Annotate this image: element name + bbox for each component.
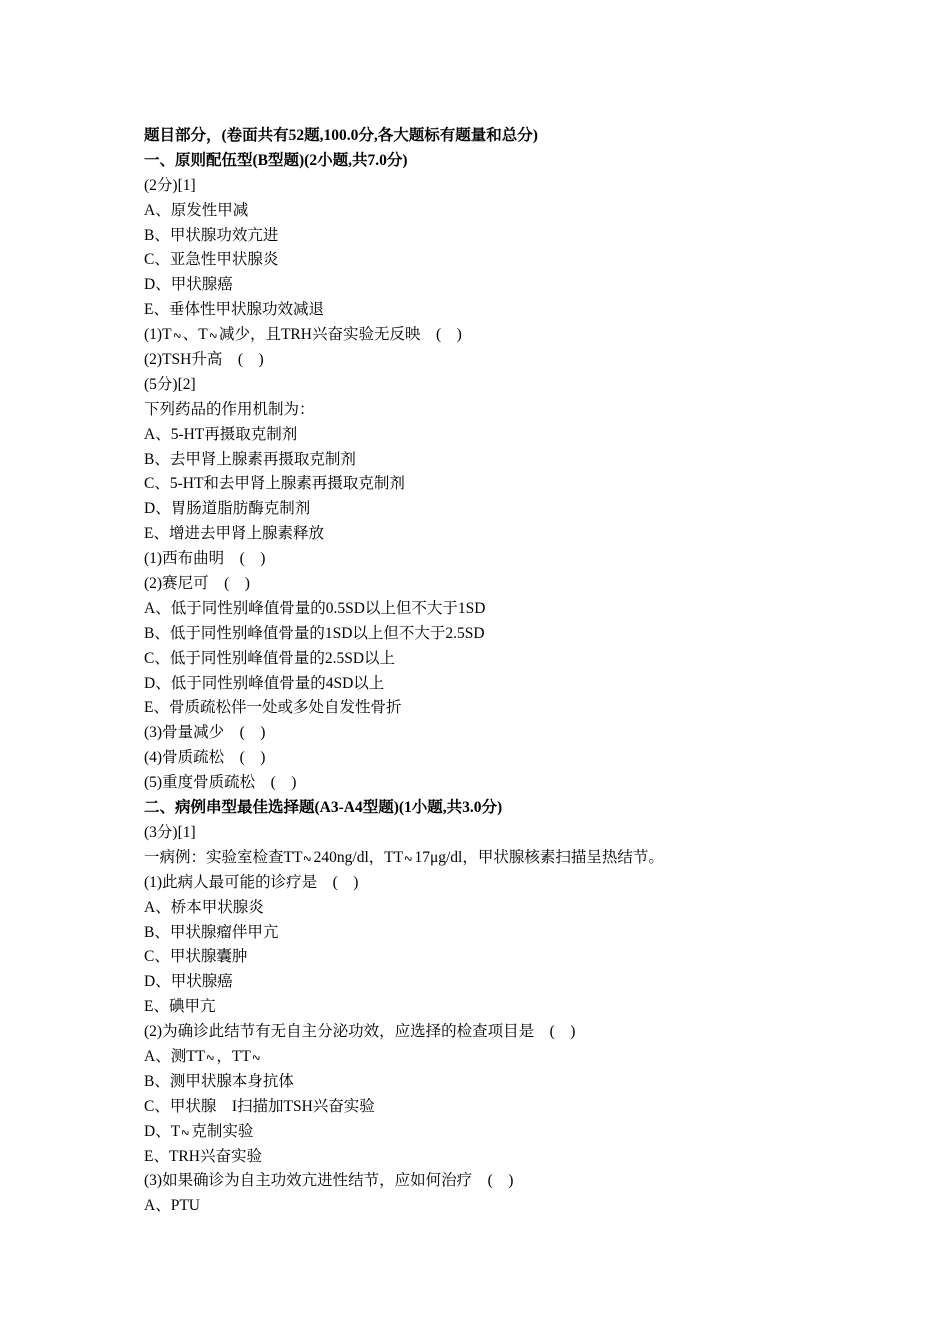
text-line: (3)如果确诊为自主功效亢进性结节，应如何治疗 ( ) [144, 1172, 514, 1190]
text-line: E、碘甲亢 [144, 998, 216, 1016]
text-line: A、低于同性别峰值骨量的0.5SD以上但不大于1SD [144, 599, 486, 617]
text-line: (1)此病人最可能的诊疗是 ( ) [144, 873, 359, 891]
text-line: (1)T∿、T∿减少，且TRH兴奋实验无反映 ( ) [144, 323, 844, 348]
text-line: (5分)[2] [144, 375, 196, 393]
garbled-subscript-glyph: ∿ [249, 1049, 263, 1066]
text-line: 下列药品的作用机制为： [144, 400, 315, 418]
text-line: (2分)[1] [144, 176, 196, 194]
garbled-subscript-glyph: ∿ [203, 1049, 217, 1066]
text-line: B、低于同性别峰值骨量的1SD以上但不大于2.5SD [144, 624, 485, 642]
text-line: D、甲状腺癌 [144, 276, 233, 294]
text-line: D、甲状腺癌 [144, 973, 233, 991]
text-line: A、测TT∿，TT∿ [144, 1045, 844, 1070]
text-line: B、甲状腺瘤伴甲亢 [144, 923, 279, 941]
section-heading: 题目部分，(卷面共有52题,100.0分,各大题标有题量和总分) [144, 127, 538, 144]
garbled-subscript-glyph: ∿ [301, 850, 315, 867]
text-line: A、PTU [144, 1197, 200, 1215]
garbled-subscript-glyph: ∿ [401, 850, 416, 867]
text-line: C、5-HT和去甲肾上腺素再摄取克制剂 [144, 475, 405, 493]
section-heading: 二、病例串型最佳选择题(A3-A4型题)(1小题,共3.0分) [144, 799, 503, 817]
text-line: (2)TSH升高 ( ) [144, 351, 264, 369]
text-line: A、5-HT再摄取克制剂 [144, 425, 298, 443]
garbled-subscript-glyph: ∿ [206, 327, 220, 344]
document-body [144, 124, 844, 1219]
text-line: A、桥本甲状腺炎 [144, 898, 264, 916]
text-line: (2)赛尼可 ( ) [144, 575, 250, 593]
text-line: E、增进去甲肾上腺素释放 [144, 525, 324, 543]
text-line: B、去甲肾上腺素再摄取克制剂 [144, 450, 356, 468]
text-line: D、低于同性别峰值骨量的4SD以上 [144, 674, 385, 692]
text-line: E、TRH兴奋实验 [144, 1147, 262, 1165]
text-line: D、胃肠道脂肪酶克制剂 [144, 500, 311, 518]
text-line: D、T∿克制实验 [144, 1120, 844, 1145]
text-line: E、骨质疏松伴一处或多处自发性骨折 [144, 699, 402, 717]
text-line: (4)骨质疏松 ( ) [144, 749, 266, 767]
text-line: E、垂体性甲状腺功效减退 [144, 301, 324, 319]
text-line: (5)重度骨质疏松 ( ) [144, 774, 297, 792]
text-line: (3分)[1] [144, 823, 196, 841]
garbled-subscript-glyph: ∿ [170, 327, 184, 344]
text-line: C、亚急性甲状腺炎 [144, 251, 279, 269]
text-line: B、测甲状腺本身抗体 [144, 1072, 294, 1090]
text-line: A、原发性甲减 [144, 201, 249, 219]
text-line: 一病例：实验室检查TT∿240ng/dl，TT∿17μg/dl，甲状腺核素扫描呈热结节。 [144, 846, 844, 871]
text-line: (1)西布曲明 ( ) [144, 550, 266, 568]
text-line: C、甲状腺 I扫描加TSH兴奋实验 [144, 1097, 375, 1115]
text-line: C、甲状腺囊肿 [144, 948, 248, 966]
garbled-subscript-glyph: ∿ [178, 1124, 193, 1140]
text-line: (2)为确诊此结节有无自主分泌功效，应选择的检查项目是 ( ) [144, 1023, 576, 1041]
text-line: (3)骨量减少 ( ) [144, 724, 266, 742]
text-line: C、低于同性别峰值骨量的2.5SD以上 [144, 649, 396, 667]
section-heading: 一、原则配伍型(B型题)(2小题,共7.0分) [144, 151, 408, 169]
text-line: B、甲状腺功效亢进 [144, 226, 279, 244]
